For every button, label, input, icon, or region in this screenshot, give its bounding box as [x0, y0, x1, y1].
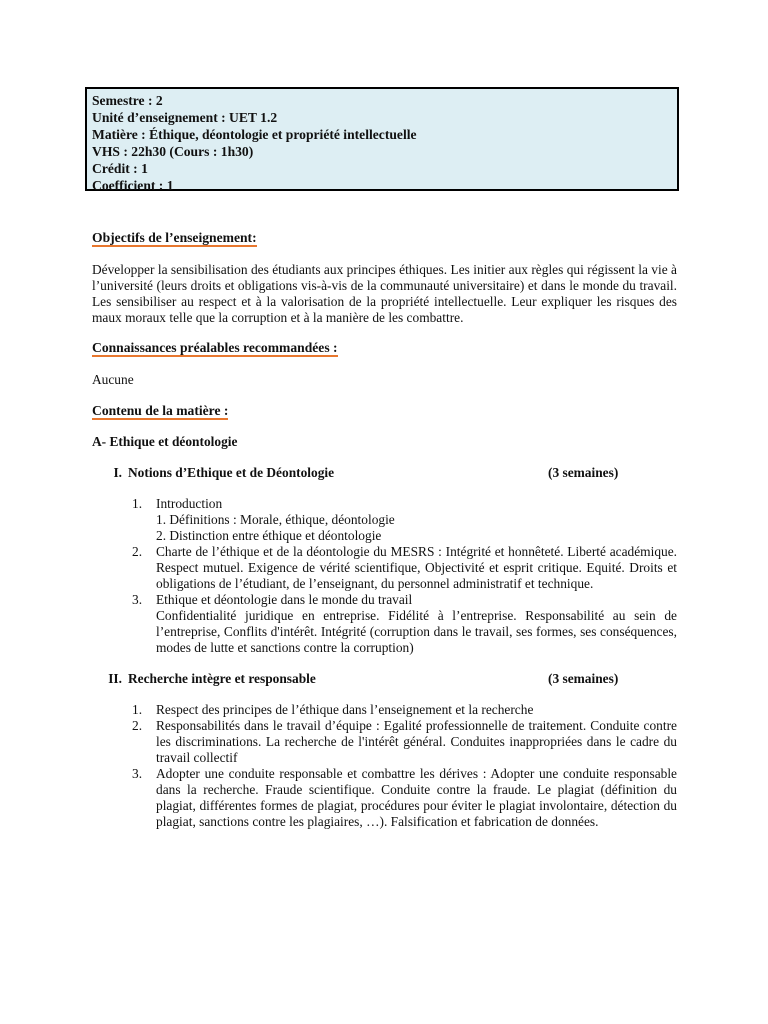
connaissances-text: Aucune — [92, 372, 134, 387]
section-2-weeks: (3 semaines) — [548, 671, 619, 686]
objectifs-section — [92, 230, 677, 326]
document-body — [92, 230, 677, 830]
credit-line: Crédit : 1 — [92, 161, 148, 176]
coefficient-line: Coefficient : 1 — [92, 178, 174, 193]
list-item — [92, 496, 677, 544]
course-info-box — [85, 87, 679, 191]
item-text: Ethique et déontologie dans le monde du travail — [156, 592, 413, 607]
list-item — [92, 592, 677, 656]
section-1-list — [92, 496, 677, 656]
list-item — [92, 766, 677, 830]
list-item — [92, 718, 677, 766]
item-number: 2. — [132, 718, 143, 733]
section-2-number: II. — [108, 671, 122, 686]
item-number: 3. — [132, 592, 143, 607]
item-number: 1. — [132, 702, 143, 717]
list-item — [92, 702, 677, 718]
section-1-number: I. — [113, 465, 122, 480]
item-text: Responsabilités dans le travail d’équipe : Egalité professionnelle de traitement. Conduite contre les discriminations. La recherche de l'intérêt général. Conduites inappropriées dans le cadre du travail collectif — [156, 718, 677, 765]
contenu-title: Contenu de la matière : — [92, 403, 229, 418]
sub-item: 2. Distinction entre éthique et déontologie — [156, 528, 382, 543]
item-text: Adopter une conduite responsable et combattre les dérives : Adopter une conduite responsable dans la recherche. Fraude scientifique. Conduite contre la fraude. Le plagiat (définition du plagiat, différentes formes de plagiat, procédures pour éviter le plagiat involontaire, détection du plagiat, sanctions contre les plagiaires, …). Falsification et fabrication de données. — [156, 766, 677, 829]
unite-line: Unité d’enseignement : UET 1.2 — [92, 110, 278, 125]
part-a-title: A- Ethique et déontologie — [92, 434, 238, 449]
section-1-weeks: (3 semaines) — [548, 465, 619, 480]
item-detail: Confidentialité juridique en entreprise. Fidélité à l’entreprise. Responsabilité au sein de l’entreprise, Conflits d'intérêt. Intégrité (corruption dans le travail, ses formes, ses conséquences, modes de lutte et sanctions contre la corruption) — [156, 608, 677, 655]
section-1-label: Notions d’Ethique et de Déontologie — [128, 465, 335, 480]
contenu-section — [92, 403, 677, 830]
semestre-line: Semestre : 2 — [92, 93, 163, 108]
section-2-list — [92, 702, 677, 830]
item-number: 3. — [132, 766, 143, 781]
section-1-heading — [92, 465, 677, 481]
item-text: Charte de l’éthique et de la déontologie du MESRS : Intégrité et honnêteté. Liberté académique. Respect mutuel. Exigence de vérité scientifique, Objectivité et esprit critique. Equité. Droits et obligations de l’étudiant, de l’enseignant, du personnel administratif et technique. — [156, 544, 677, 591]
item-number: 1. — [132, 496, 143, 511]
section-2-heading — [92, 671, 677, 687]
item-text: Respect des principes de l’éthique dans l’enseignement et la recherche — [156, 702, 534, 717]
objectifs-text: Développer la sensibilisation des étudiants aux principes éthiques. Les initier aux règles qui régissent la vie à l’université (leurs droits et obligations vis-à-vis de la communauté universitaire) et dans le monde du travail. Les sensibiliser au respect et à la valorisation de la propriété intellectuelle. Leur expliquer les risques des maux moraux telle que la corruption et à la manière de les combattre. — [92, 262, 677, 325]
sub-item: 1. Définitions : Morale, éthique, déontologie — [156, 512, 395, 527]
objectifs-title: Objectifs de l’enseignement: — [92, 230, 257, 245]
item-text: Introduction — [156, 496, 223, 511]
item-number: 2. — [132, 544, 143, 559]
section-2-label: Recherche intègre et responsable — [128, 671, 316, 686]
connaissances-section — [92, 340, 677, 388]
vhs-line: VHS : 22h30 (Cours : 1h30) — [92, 144, 254, 159]
matiere-line: Matière : Éthique, déontologie et propriété intellectuelle — [92, 127, 417, 142]
connaissances-title: Connaissances préalables recommandées : — [92, 340, 338, 355]
list-item — [92, 544, 677, 592]
